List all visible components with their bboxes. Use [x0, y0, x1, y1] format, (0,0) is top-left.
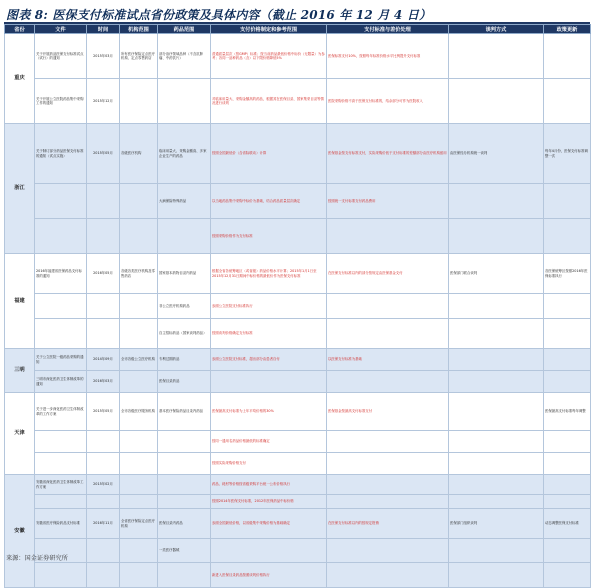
table-cell: [544, 371, 591, 393]
table-cell: 2016年11月: [87, 509, 120, 539]
table-cell: 全市各级医疗服务机构: [120, 393, 158, 431]
table-cell: 安徽省深化医药卫生体制改革工作方案: [35, 475, 87, 495]
province-cell: 浙江: [5, 124, 35, 254]
table-cell: [327, 319, 449, 349]
table-cell: [211, 539, 327, 563]
table-cell: 关于进一步深化医药卫生体制改革的工作方案: [35, 393, 87, 431]
table-cell: 关于开展公立医院药品集中采购工作的通知: [35, 79, 87, 124]
header-scope: 机构范围: [120, 25, 158, 34]
table-body: [5, 34, 591, 588]
table-cell: 安徽省医疗保险药品支付标准: [35, 509, 87, 539]
table-cell: [327, 294, 449, 319]
table-cell: [449, 495, 544, 509]
table-cell: [120, 294, 158, 319]
table-cell: [35, 184, 87, 219]
table-row: [5, 431, 591, 453]
table-cell: 2016年福建省医保药品支付标准的通知: [35, 254, 87, 294]
table-cell: 部分治疗领域品种（不含抗肿瘤、中药饮片）: [158, 34, 211, 79]
table-cell: [87, 495, 120, 509]
table-cell: 2015年05月: [87, 124, 120, 184]
table-cell: 在医保支付标准以内的按规定报销: [327, 509, 449, 539]
table-cell: 医院采购价格不高于医保支付标准的，结余部分可作为医院收入: [327, 79, 449, 124]
table-row: [5, 453, 591, 475]
table-cell: 按照采购价格作为支付标准: [211, 219, 327, 254]
table-cell: [87, 319, 120, 349]
table-cell: 根据全省各统筹地区（或省级）药品价格水平计算；2015年1月1日至2015年12月31日期间中标价格的最低价作为医保支付标准: [211, 254, 327, 294]
table-cell: [544, 294, 591, 319]
table-cell: [449, 79, 544, 124]
table-row: [5, 184, 591, 219]
table-cell: [449, 431, 544, 453]
table-cell: [87, 294, 120, 319]
table-cell: 各医保统筹区按照2016年医保标准执行: [544, 254, 591, 294]
table-cell: 一类医疗器械: [158, 539, 211, 563]
table-cell: [544, 453, 591, 475]
table-cell: [35, 495, 87, 509]
table-cell: [544, 184, 591, 219]
table-cell: 全省医疗保险定点医疗机构: [120, 509, 158, 539]
table-cell: 所有医疗保险定点医疗机构、定点零售药店: [120, 34, 158, 79]
table-cell: [120, 319, 158, 349]
table-cell: 医保最高支付标准为上年平均价格的30%: [211, 393, 327, 431]
table-cell: 参照公立医院支付标准执行: [211, 294, 327, 319]
table-cell: 国家基本药物目录内药品: [158, 254, 211, 294]
table-cell: [544, 219, 591, 254]
table-cell: 2016年03月: [87, 371, 120, 393]
table-cell: 关于制订部分药品医保支付标准的通知（试点实施）: [35, 124, 87, 184]
table-cell: 基本医疗保险药品目录内药品: [158, 393, 211, 431]
table-cell: [327, 453, 449, 475]
table-cell: [158, 495, 211, 509]
table-cell: [87, 219, 120, 254]
table-cell: 由医保经办机构统一谈判: [449, 124, 544, 184]
table-cell: 医保基金按支付标准支付，实际采购价低于支付标准的差额部分由医疗机构留用: [327, 124, 449, 184]
table-cell: [35, 294, 87, 319]
province-cell: 福建: [5, 254, 35, 349]
table-cell: 医保目录内药品: [158, 509, 211, 539]
table-cell: [87, 539, 120, 563]
table-cell: [158, 431, 211, 453]
table-row: [5, 393, 591, 431]
table-cell: 按照统一支付标准支付药品费用: [327, 184, 449, 219]
table-cell: 各级医疗机构: [120, 124, 158, 184]
table-cell: 按同一通用名药品价格最低的标准确定: [211, 431, 327, 453]
table-cell: [449, 219, 544, 254]
table-cell: 参照全国最低价格，以省级集中采购价格为基础确定: [211, 509, 327, 539]
header-time: 时间: [87, 25, 120, 34]
table-cell: [35, 319, 87, 349]
table-cell: 医保部门联合谈判: [449, 254, 544, 294]
table-cell: 按照谈判价格确定支付标准: [211, 319, 327, 349]
table-cell: [87, 453, 120, 475]
table-cell: 2016年05月: [87, 254, 120, 294]
table-cell: 临床用量大、采购金额高、多家企业生产的药品: [158, 124, 211, 184]
table-cell: 关于开展药品医保支付标准试点（试行）的通知: [35, 34, 87, 79]
header-price: 支付价格制定和参考范围: [211, 25, 327, 34]
table-cell: 按照2014年医保支付标准，2012年医保药品中标价格: [211, 495, 327, 509]
table-cell: 每年4月份，医保支付标准调整一次: [544, 124, 591, 184]
table-cell: [449, 184, 544, 219]
table-cell: [120, 539, 158, 563]
table-cell: [544, 34, 591, 79]
header-standard: 支付标准与差价处理: [327, 25, 449, 34]
table-cell: [544, 475, 591, 495]
table-cell: [327, 431, 449, 453]
table-cell: [158, 475, 211, 495]
table-cell: [327, 371, 449, 393]
table-cell: [120, 371, 158, 393]
table-row: [5, 319, 591, 349]
table-row: [5, 254, 591, 294]
table-cell: [544, 349, 591, 371]
table-cell: 非公立医疗机构药品: [158, 294, 211, 319]
table-row: [5, 79, 591, 124]
table-cell: [449, 563, 544, 588]
table-cell: [449, 294, 544, 319]
table-row: [5, 475, 591, 495]
table-cell: 关于公立医院一级药品采购的通知: [35, 349, 87, 371]
table-cell: [544, 431, 591, 453]
table-cell: [35, 453, 87, 475]
table-row: [5, 563, 591, 588]
table-cell: [211, 371, 327, 393]
table-cell: [327, 539, 449, 563]
table-cell: [544, 79, 591, 124]
table-cell: [327, 495, 449, 509]
table-cell: 2015年12月: [87, 79, 120, 124]
table-cell: [87, 563, 120, 588]
table-cell: [449, 475, 544, 495]
table-cell: 医保目录药品: [158, 371, 211, 393]
table-cell: 医保最高支付标准每年调整: [544, 393, 591, 431]
province-cell: 重庆: [5, 34, 35, 124]
policy-table: [4, 24, 591, 588]
table-cell: [327, 563, 449, 588]
table-cell: 对临床用量大、采购金额高的药品，根据其在医保目录、国家集采目录等情况进行谈判: [211, 79, 327, 124]
table-cell: [35, 563, 87, 588]
table-cell: [327, 475, 449, 495]
table-cell: [544, 495, 591, 509]
table-row: [5, 124, 591, 184]
table-cell: [35, 431, 87, 453]
province-cell: 安徽: [5, 475, 35, 588]
table-row: [5, 371, 591, 393]
header-file: 文件: [35, 25, 87, 34]
table-cell: [327, 219, 449, 254]
table-cell: [158, 453, 211, 475]
table-cell: 按照全国最低价（含省际联动）计算: [211, 124, 327, 184]
table-row: [5, 34, 591, 79]
table-cell: [120, 475, 158, 495]
table-cell: [120, 184, 158, 219]
province-cell: 三明: [5, 349, 35, 393]
table-cell: 医保基金按最高支付标准支付: [327, 393, 449, 431]
table-cell: 新进入医保目录药品按照谈判价格执行: [211, 563, 327, 588]
header-update: 政策更新: [544, 25, 591, 34]
table-cell: [449, 453, 544, 475]
table-cell: [449, 319, 544, 349]
table-cell: 2014年09月: [87, 349, 120, 371]
table-cell: [87, 431, 120, 453]
header-drugs: 药品范围: [158, 25, 211, 34]
table-cell: 三明市深化医药卫生体制改革的通知: [35, 371, 87, 393]
header-province: 省份: [5, 25, 35, 34]
header-negotiation: 谈判方式: [449, 25, 544, 34]
table-cell: 各级各类医疗机构及零售药店: [120, 254, 158, 294]
table-cell: [449, 349, 544, 371]
table-cell: 医保部门组织谈判: [449, 509, 544, 539]
table-cell: [120, 563, 158, 588]
table-cell: 2015年05月: [87, 393, 120, 431]
table-cell: 2015年03月: [87, 34, 120, 79]
table-cell: [120, 79, 158, 124]
table-row: [5, 539, 591, 563]
table-cell: [449, 393, 544, 431]
table-cell: [120, 453, 158, 475]
table-cell: [120, 495, 158, 509]
table-cell: [544, 539, 591, 563]
table-cell: [120, 219, 158, 254]
table-row: [5, 495, 591, 509]
table-cell: [449, 371, 544, 393]
province-cell: 天津: [5, 393, 35, 475]
table-cell: [158, 219, 211, 254]
table-cell: 按照实际采购价格支付: [211, 453, 327, 475]
table-cell: 在医保支付标准以内的部分按规定由医保基金支付: [327, 254, 449, 294]
table-cell: 医保标准支付10%，按照每年标准价格水平比例提升支付标准: [327, 34, 449, 79]
chart-title: 图表 8: 医保支付标准试点省份政策及具体内容（截止 2016 年 12 月 4 日）: [6, 8, 432, 22]
table-cell: 普通质量层次（按GMP）标准；按当前药品最低价格中标价（无限量）为参考；各同一品种药品（含）以下限价格降低5%: [211, 34, 327, 79]
table-cell: [35, 219, 87, 254]
table-cell: 专利过期药品: [158, 349, 211, 371]
table-cell: 2015年02月: [87, 475, 120, 495]
table-row: [5, 219, 591, 254]
table-header: [5, 25, 591, 34]
source-note: 来源：国金证券研究所: [6, 555, 68, 562]
table-cell: 动态调整医保支付标准: [544, 509, 591, 539]
table-cell: 大病保险特殊药品: [158, 184, 211, 219]
table-cell: [158, 79, 211, 124]
table-row: [5, 509, 591, 539]
table-cell: 参照公立医院支付标准，超出部分由患者自付: [211, 349, 327, 371]
table-cell: 全市各级公立医疗机构: [120, 349, 158, 371]
table-cell: [544, 319, 591, 349]
table-cell: [544, 563, 591, 588]
table-cell: 以医保支付标准为基础: [327, 349, 449, 371]
table-cell: 以当地药品集中采购中标价为基础，结合药品质量层次确定: [211, 184, 327, 219]
table-row: [5, 294, 591, 319]
table-cell: 药品、耗材等价格按省级采购平台统一公布价格执行: [211, 475, 327, 495]
table-cell: 自主招标药品（国家谈判药品）: [158, 319, 211, 349]
table-cell: [87, 184, 120, 219]
table-cell: [449, 539, 544, 563]
table-cell: [120, 431, 158, 453]
table-row: [5, 349, 591, 371]
table-cell: [449, 34, 544, 79]
table-cell: [158, 563, 211, 588]
